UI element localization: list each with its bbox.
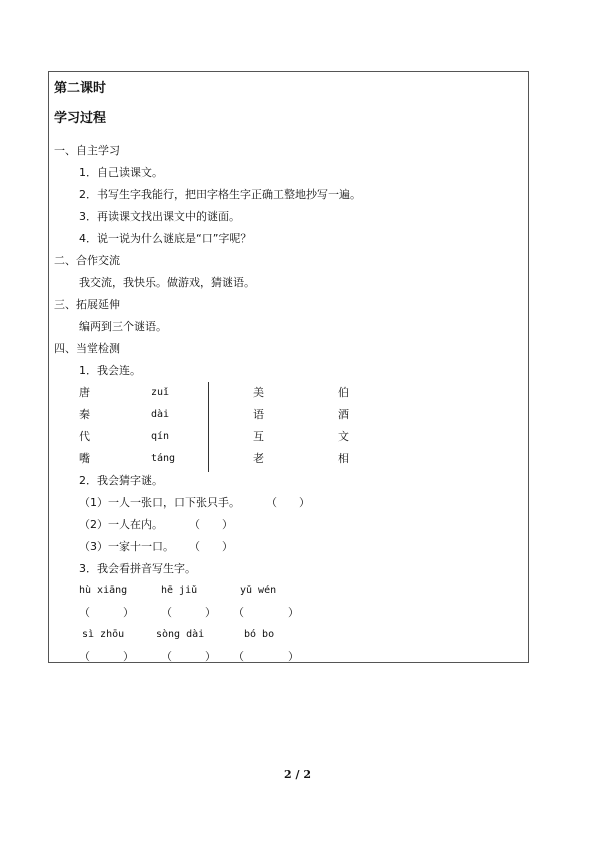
- match-word-a: 互: [253, 430, 264, 443]
- hanzi-blank[interactable]: （ ）: [233, 650, 299, 663]
- match-hanzi: 代: [79, 430, 90, 443]
- answer-blank[interactable]: （ ）: [189, 540, 233, 553]
- s1-item-1: 1．自己读课文。: [79, 166, 163, 179]
- section-3-text: 编两到三个谜语。: [79, 320, 167, 333]
- match-pinyin: dài: [151, 409, 170, 420]
- q1-label: 1．我会连。: [79, 364, 141, 377]
- section-2-title: 二、合作交流: [54, 254, 120, 267]
- match-word-a: 语: [253, 408, 264, 421]
- match-word-a: 老: [253, 452, 264, 465]
- riddle-1: （1）一人一张口，口下张只手。: [79, 496, 240, 509]
- q2-label: 2．我会猜字谜。: [79, 474, 163, 487]
- match-pinyin: táng: [151, 453, 176, 464]
- match-word-b: 伯: [338, 386, 349, 399]
- pinyin-prompt: hù xiāng: [79, 585, 128, 596]
- hanzi-blank[interactable]: （ ）: [161, 650, 216, 663]
- lesson-heading: 第二课时: [54, 81, 107, 96]
- match-hanzi: 秦: [79, 408, 90, 421]
- riddle-3: （3）一家十一口。: [79, 540, 174, 553]
- match-word-b: 酒: [338, 408, 349, 421]
- match-hanzi: 嘴: [79, 452, 90, 465]
- section-3-title: 三、拓展延伸: [54, 298, 120, 311]
- s1-item-2: 2．书写生字我能行，把田字格生字正确工整地抄写一遍。: [79, 188, 361, 201]
- section-heading: 学习过程: [54, 111, 107, 126]
- hanzi-blank[interactable]: （ ）: [79, 606, 134, 619]
- section-4-title: 四、当堂检测: [54, 342, 120, 355]
- divider-line: [208, 382, 209, 472]
- hanzi-blank[interactable]: （ ）: [233, 606, 299, 619]
- pinyin-prompt: bó bo: [244, 629, 275, 640]
- page-number: 2 / 2: [284, 768, 311, 781]
- s1-item-4: 4．说一说为什么谜底是“口”字呢？: [79, 232, 252, 245]
- riddle-2: （2）一人在内。: [79, 518, 163, 531]
- section-1-title: 一、自主学习: [54, 144, 120, 157]
- q3-label: 3．我会看拼音写生字。: [79, 562, 196, 575]
- hanzi-blank[interactable]: （ ）: [161, 606, 216, 619]
- pinyin-prompt: yǔ wén: [240, 585, 277, 596]
- pinyin-prompt: sòng dài: [156, 629, 205, 640]
- match-pinyin: zuǐ: [151, 387, 170, 398]
- section-2-text: 我交流，我快乐。做游戏，猜谜语。: [79, 276, 255, 289]
- match-hanzi: 唐: [79, 386, 90, 399]
- answer-blank[interactable]: （ ）: [266, 496, 310, 509]
- pinyin-prompt: hē jiǔ: [161, 585, 198, 596]
- match-word-b: 文: [338, 430, 349, 443]
- match-word-b: 相: [338, 452, 349, 465]
- s1-item-3: 3．再读课文找出课文中的谜面。: [79, 210, 240, 223]
- match-word-a: 美: [253, 386, 264, 399]
- answer-blank[interactable]: （ ）: [189, 518, 233, 531]
- match-pinyin: qín: [151, 431, 170, 442]
- hanzi-blank[interactable]: （ ）: [79, 650, 134, 663]
- pinyin-prompt: sì zhōu: [82, 629, 125, 640]
